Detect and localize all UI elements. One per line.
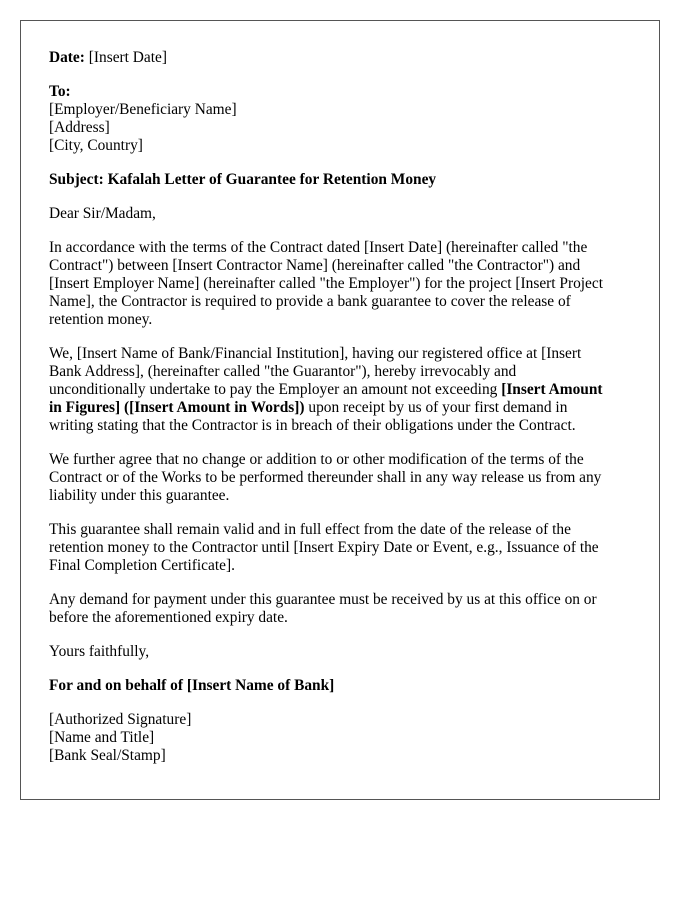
authorized-signature: [Authorized Signature] xyxy=(49,711,192,728)
paragraph-line: liability under this guarantee. xyxy=(49,487,230,504)
demand-text: upon receipt by us of your first demand in xyxy=(304,399,568,416)
undertaking-text: unconditionally undertake to pay the Employer an amount not exceeding xyxy=(49,381,502,398)
paragraph-line xyxy=(49,381,631,399)
date-label: Date: xyxy=(49,49,85,66)
paragraph-line: retention money to the Contractor until [Insert Expiry Date or Event, e.g., Issuance of the xyxy=(49,539,599,556)
guarantee-letter xyxy=(20,20,660,800)
paragraph-guarantor-undertaking xyxy=(49,345,631,435)
paragraph-line: This guarantee shall remain valid and in full effect from the date of the release of the xyxy=(49,521,571,538)
paragraph-line: Final Completion Certificate]. xyxy=(49,557,235,574)
date-line xyxy=(49,49,631,67)
paragraph-line: writing stating that the Contractor is in breach of their obligations under the Contract. xyxy=(49,417,576,434)
paragraph-line: before the aforementioned expiry date. xyxy=(49,609,288,626)
recipient-address: [Address] xyxy=(49,119,110,136)
paragraph-no-modification xyxy=(49,451,631,505)
recipient-city-country: [City, Country] xyxy=(49,137,143,154)
on-behalf-line xyxy=(49,677,631,695)
salutation xyxy=(49,205,631,223)
paragraph-demand-deadline xyxy=(49,591,631,627)
paragraph-validity xyxy=(49,521,631,575)
paragraph-line xyxy=(49,399,631,417)
paragraph-line: In accordance with the terms of the Contract dated [Insert Date] (hereinafter called "the xyxy=(49,239,588,256)
subject-line xyxy=(49,171,631,189)
closing xyxy=(49,643,631,661)
paragraph-line: Any demand for payment under this guarantee must be received by us at this office on or xyxy=(49,591,597,608)
recipient-block xyxy=(49,83,631,155)
to-label: To: xyxy=(49,83,71,100)
paragraph-line: Bank Address], (hereinafter called "the Guarantor"), hereby irrevocably and xyxy=(49,363,517,380)
name-and-title: [Name and Title] xyxy=(49,729,155,746)
bank-seal-stamp: [Bank Seal/Stamp] xyxy=(49,747,166,764)
recipient-name: [Employer/Beneficiary Name] xyxy=(49,101,237,118)
subject-text: Subject: Kafalah Letter of Guarantee for Retention Money xyxy=(49,171,437,188)
paragraph-contract-terms xyxy=(49,239,631,329)
salutation-text: Dear Sir/Madam, xyxy=(49,205,156,222)
on-behalf-text: For and on behalf of [Insert Name of Bank] xyxy=(49,677,335,694)
closing-text: Yours faithfully, xyxy=(49,643,150,660)
paragraph-line: retention money. xyxy=(49,311,153,328)
paragraph-line: Name], the Contractor is required to provide a bank guarantee to cover the release of xyxy=(49,293,571,310)
paragraph-line: [Insert Employer Name] (hereinafter called "the Employer") for the project [Insert Project xyxy=(49,275,603,292)
amount-words: in Figures] ([Insert Amount in Words]) xyxy=(49,399,305,416)
paragraph-line: Contract") between [Insert Contractor Name] (hereinafter called "the Contractor") and xyxy=(49,257,581,274)
signature-block xyxy=(49,711,631,765)
amount-figures: [Insert Amount xyxy=(501,381,603,398)
paragraph-line: Contract or of the Works to be performed thereunder shall in any way release us from any xyxy=(49,469,602,486)
paragraph-line: We further agree that no change or addition to or other modification of the terms of the xyxy=(49,451,584,468)
paragraph-line: We, [Insert Name of Bank/Financial Institution], having our registered office at [Insert xyxy=(49,345,582,362)
date-value: [Insert Date] xyxy=(88,49,167,66)
